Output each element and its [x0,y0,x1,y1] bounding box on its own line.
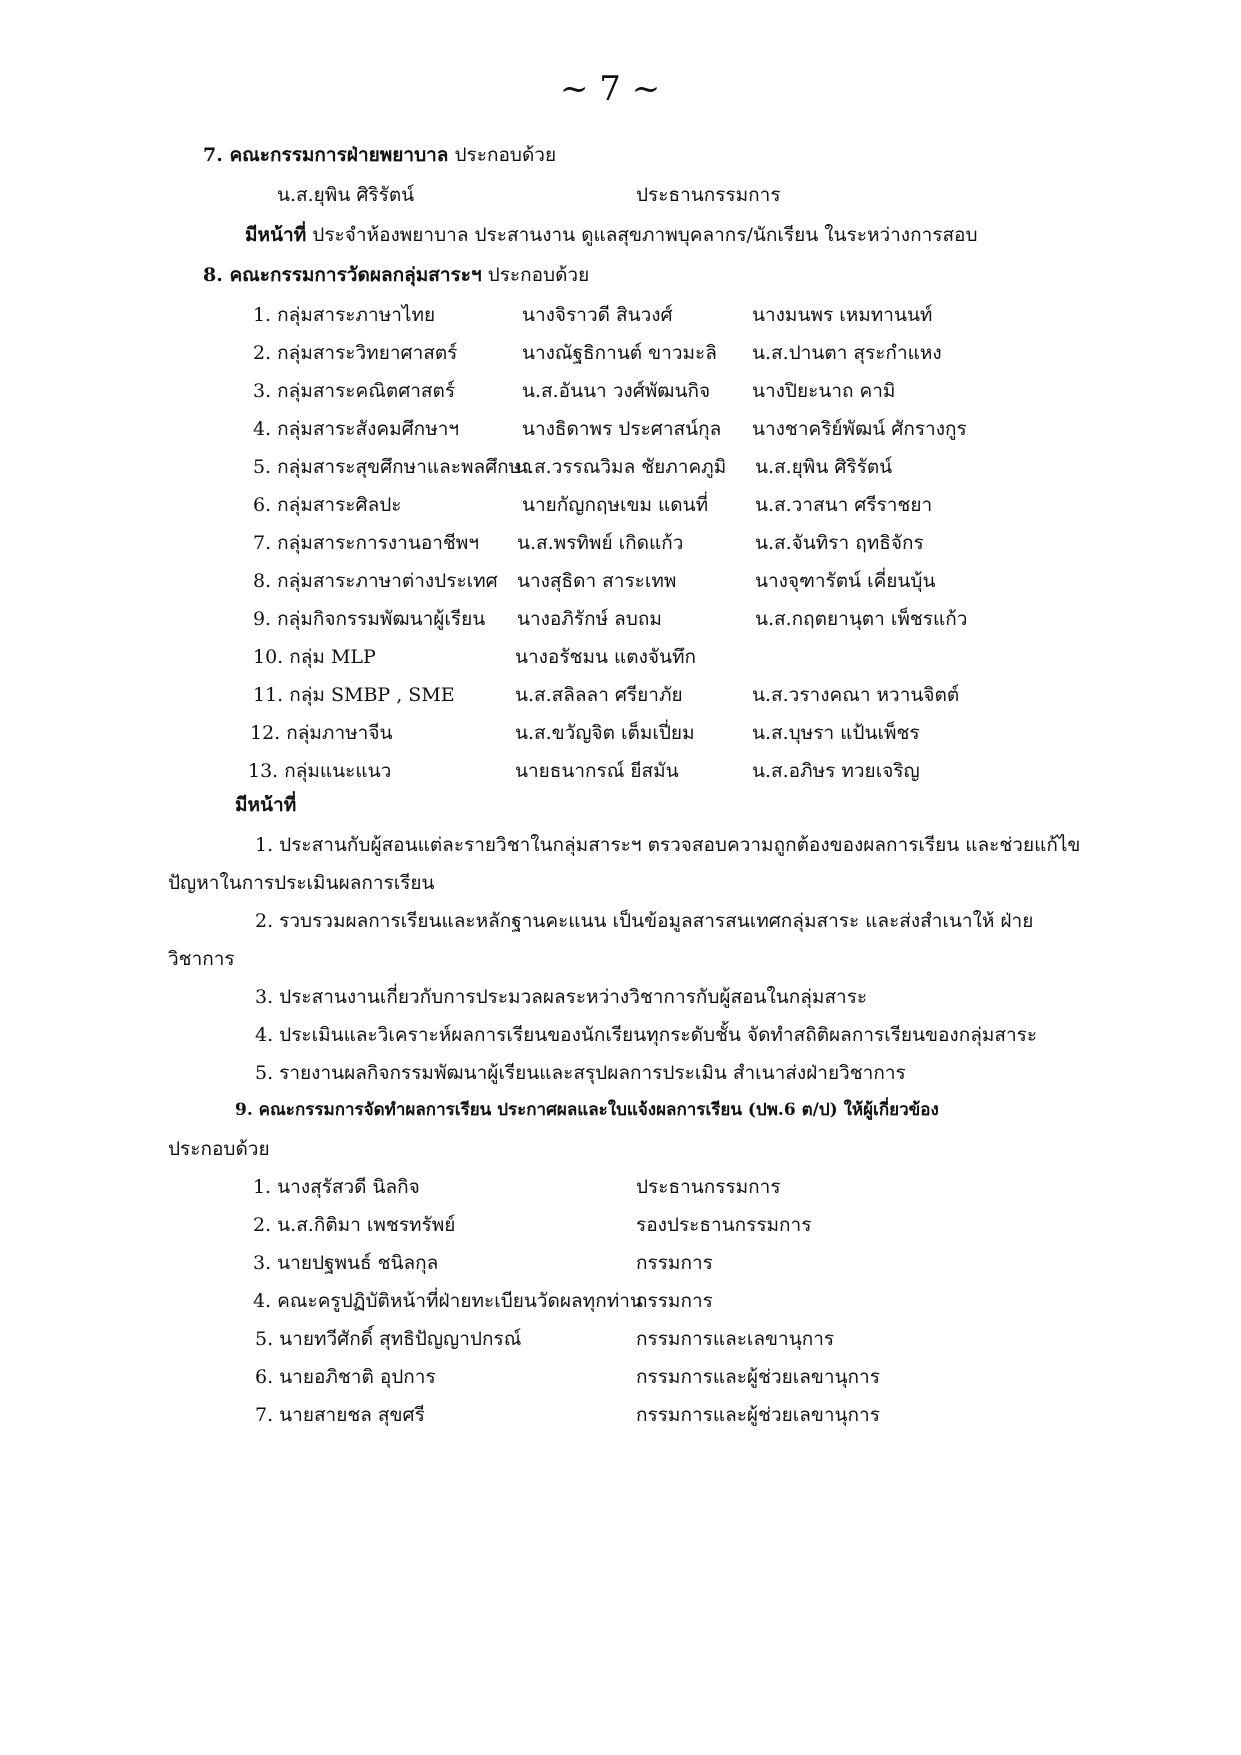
section-8-duty-line: วิชาการ [168,948,235,970]
group-person-primary: นางอรัชมน แตงจันทึก [515,646,697,668]
member-name: 6. นายอภิชาติ อุปการ [255,1366,436,1388]
group-name: 1. กลุ่มสาระภาษาไทย [253,304,436,326]
group-name: 3. กลุ่มสาระคณิตศาสตร์ [253,380,456,402]
group-name: 13. กลุ่มแนะแนว [248,760,392,782]
section-8-duty-line: 5. รายงานผลกิจกรรมพัฒนาผู้เรียนและสรุปผลการประเมิน สำเนาส่งฝ่ายวิชาการ [255,1062,906,1084]
section-7-title: 7. คณะกรรมการฝ่ายพยาบาล [203,144,449,166]
section-9-heading-cont: ประกอบด้วย [168,1138,270,1160]
group-person-secondary: น.ส.กฤตยานุตา เพ็ชรแก้ว [755,608,968,630]
member-role: กรรมการ [636,1290,713,1312]
section-9-heading: 9. คณะกรรมการจัดทำผลการเรียน ประกาศผลและใบแจ้งผลการเรียน (ปพ.6 ต/ป) ให้ผู้เกี่ยวข้อง [235,1100,939,1120]
group-name: 4. กลุ่มสาระสังคมศึกษาฯ [253,418,460,440]
member-role: กรรมการและผู้ช่วยเลขานุการ [636,1404,880,1426]
group-person-primary: นางจิราวดี สินวงศ์ [522,304,673,326]
group-person-secondary: น.ส.วรางคณา หวานจิตต์ [752,684,960,706]
section-8-title-rest: ประกอบด้วย [481,264,590,286]
member-name: 7. นายสายชล สุขศรี [255,1404,425,1426]
section-8-title: 8. คณะกรรมการวัดผลกลุ่มสาระฯ [203,264,482,286]
section-7-member-name: น.ส.ยุพิน ศิริรัตน์ [277,184,415,206]
member-role: กรรมการและผู้ช่วยเลขานุการ [636,1366,880,1388]
member-name: 2. น.ส.กิติมา เพชรทรัพย์ [253,1214,456,1236]
group-person-primary: นางอภิรักษ์ ลบถม [517,608,662,630]
group-person-secondary: น.ส.อภิษร ทวยเจริญ [752,760,920,782]
member-role: รองประธานกรรมการ [636,1214,812,1236]
section-8-duty-label: มีหน้าที่ [235,794,297,816]
group-person-primary: น.ส.วรรณวิมล ชัยภาคภูมิ [515,456,727,478]
member-role: กรรมการและเลขานุการ [636,1328,835,1350]
section-7-member-role: ประธานกรรมการ [636,184,781,206]
section-8-duty-line: 1. ประสานกับผู้สอนแต่ละรายวิชาในกลุ่มสาระฯ ตรวจสอบความถูกต้องของผลการเรียน และช่วยแก้ไข [255,834,1081,856]
group-person-secondary: น.ส.บุษรา แป้นเพ็ชร [752,722,920,744]
group-person-primary: น.ส.อันนา วงศ์พัฒนกิจ [522,380,711,402]
group-name: 2. กลุ่มสาระวิทยาศาสตร์ [253,342,458,364]
section-7-duty-label: มีหน้าที่ [245,224,307,246]
member-role: กรรมการ [636,1252,713,1274]
group-person-primary: น.ส.ขวัญจิต เต็มเปี่ยม [515,722,695,744]
section-7-duty [245,226,978,245]
group-name: 7. กลุ่มสาระการงานอาชีพฯ [253,532,479,554]
member-name: 5. นายทวีศักดิ์ สุทธิปัญญาปกรณ์ [255,1328,522,1350]
group-person-primary: นางณัฐธิกานต์ ขาวมะลิ [522,342,717,364]
group-name: 9. กลุ่มกิจกรรมพัฒนาผู้เรียน [253,608,486,630]
group-person-secondary: นางชาคริย์พัฒน์ ศักรางกูร [752,418,967,440]
group-person-secondary: นางมนพร เหมทานนท์ [752,304,933,326]
group-name: 5. กลุ่มสาระสุขศึกษาและพลศึกษา [253,456,532,478]
group-person-primary: น.ส.สลิลลา ศรียาภัย [515,684,683,706]
section-7-title-rest: ประกอบด้วย [448,144,557,166]
section-8-duty-line: 4. ประเมินและวิเคราะห์ผลการเรียนของนักเรียนทุกระดับชั้น จัดทำสถิติผลการเรียนของกลุ่มสาระ [255,1024,1038,1046]
section-8-duty-line: 3. ประสานงานเกี่ยวกับการประมวลผลระหว่างวิชาการกับผู้สอนในกลุ่มสาระ [255,986,868,1008]
section-8-heading [203,266,589,285]
group-name: 11. กลุ่ม SMBP , SME [253,684,455,706]
section-8-duty-line: ปัญหาในการประเมินผลการเรียน [168,872,435,894]
group-name: 12. กลุ่มภาษาจีน [250,722,393,744]
section-7-heading [203,146,556,165]
group-person-secondary: นางจุฑารัตน์ เคี่ยนบุ้น [755,570,936,592]
group-person-secondary: น.ส.จันทิรา ฤทธิจักร [755,532,924,554]
group-person-secondary: น.ส.วาสนา ศรีราชยา [755,494,933,516]
member-role: ประธานกรรมการ [636,1176,781,1198]
member-name: 1. นางสุรัสวดี นิลกิจ [253,1176,420,1198]
member-name: 4. คณะครูปฏิบัติหน้าที่ฝ่ายทะเบียนวัดผลทุกท่าน [253,1290,643,1312]
group-name: 8. กลุ่มสาระภาษาต่างประเทศ [253,570,498,592]
group-person-primary: นายธนากรณ์ ยีสมัน [515,760,679,782]
group-person-secondary: น.ส.ปานตา สุระกำแหง [752,342,942,364]
member-name: 3. นายปฐพนธ์ ชนิลกุล [253,1252,439,1274]
group-person-secondary: นางปิยะนาถ คามิ [752,380,896,402]
group-person-primary: นางธิดาพร ประศาสน์กุล [522,418,722,440]
section-8-duty-line: 2. รวบรวมผลการเรียนและหลักฐานคะแนน เป็นข้อมูลสารสนเทศกลุ่มสาระ และส่งสำเนาให้ ฝ่าย [255,910,1034,932]
group-person-secondary: น.ส.ยุพิน ศิริรัตน์ [755,456,893,478]
group-name: 6. กลุ่มสาระศิลปะ [253,494,402,516]
group-person-primary: นายกัญกฤษเขม แดนที่ [522,494,709,516]
group-name: 10. กลุ่ม MLP [253,646,376,668]
page-number: ~ 7 ~ [560,69,661,109]
group-person-primary: นางสุธิดา สาระเทพ [517,570,677,592]
group-person-primary: น.ส.พรทิพย์ เกิดแก้ว [517,532,684,554]
section-7-duty-text: ประจำห้องพยาบาล ประสานงาน ดูแลสุขภาพบุคลากร/นักเรียน ในระหว่างการสอบ [306,224,978,246]
